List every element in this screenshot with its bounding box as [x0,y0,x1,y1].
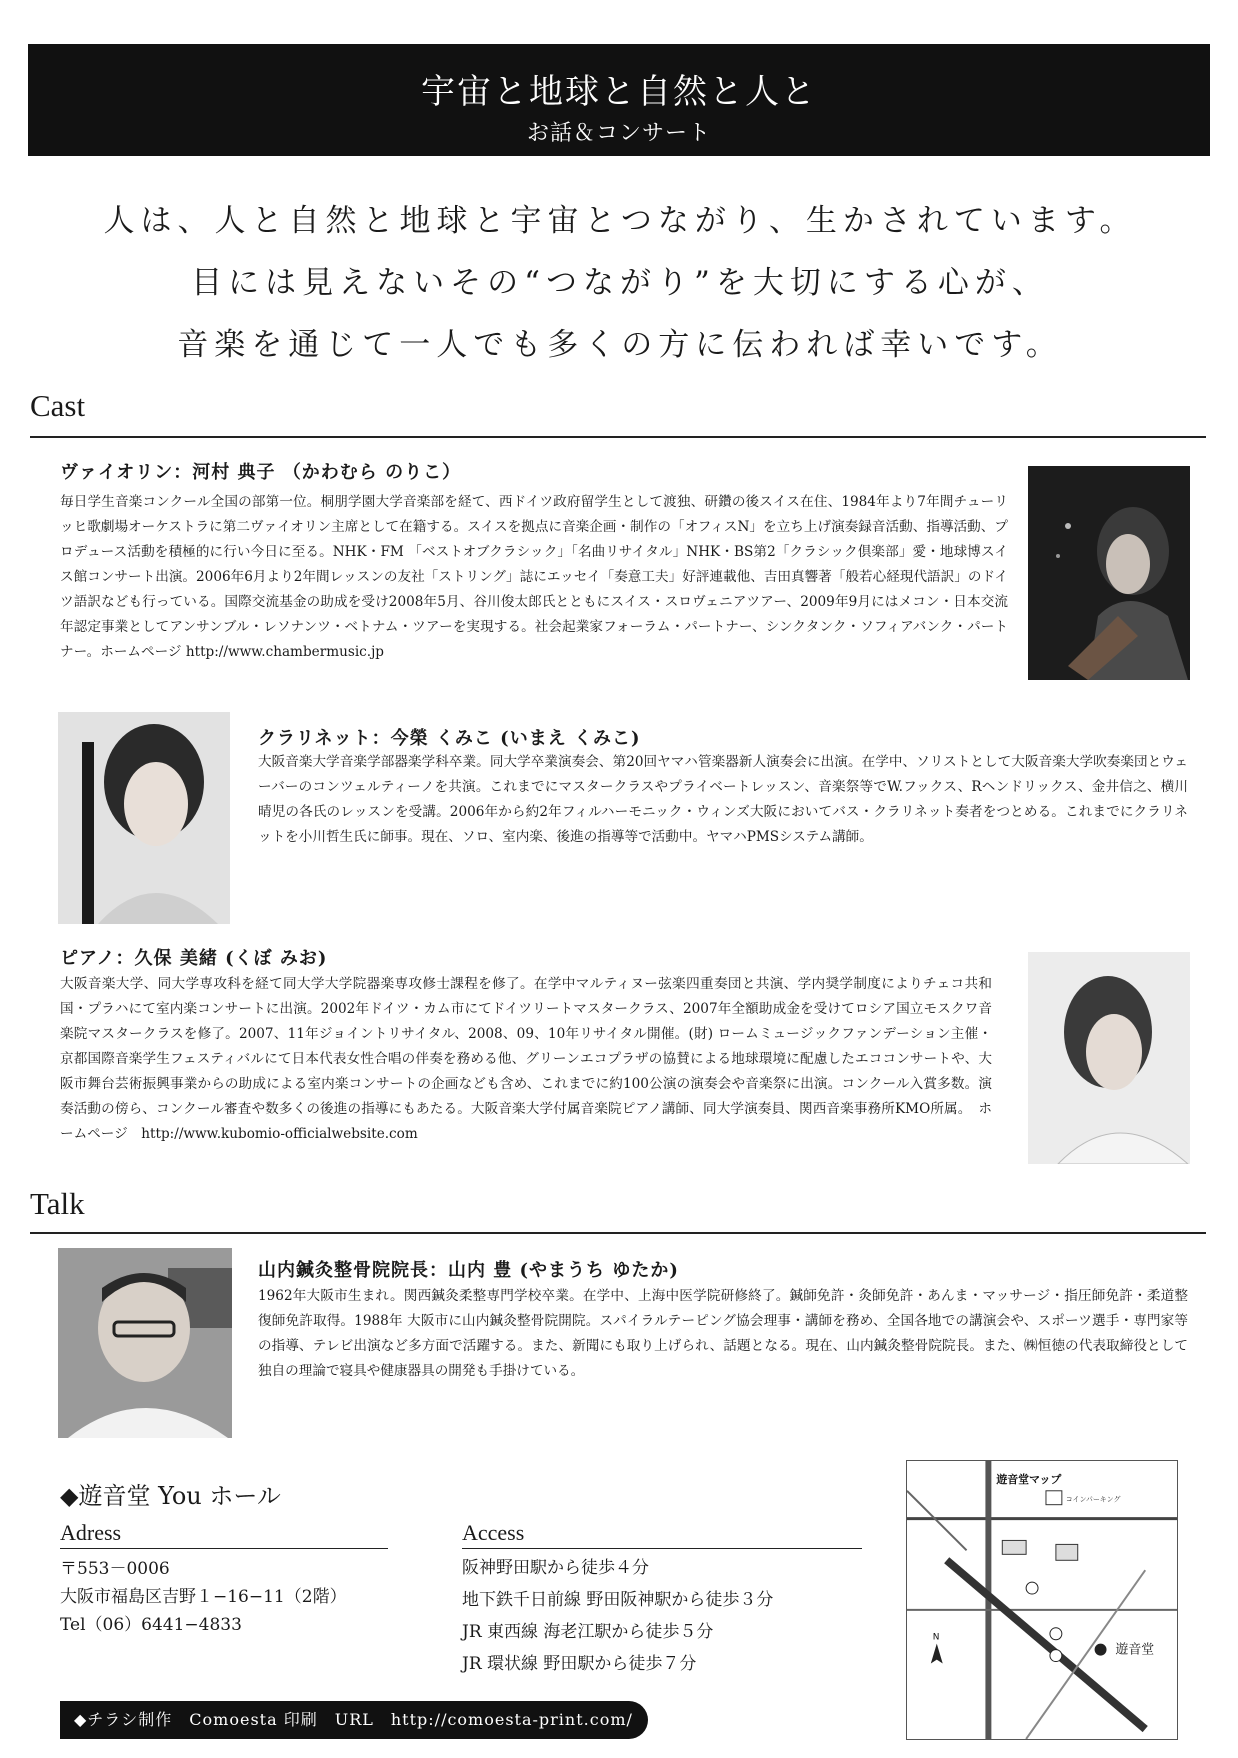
header-band [28,44,1210,156]
venue-marker-icon [1095,1644,1107,1656]
map-side-road [907,1491,967,1551]
pianist-photo [1028,952,1190,1164]
north-arrow-icon [931,1644,943,1664]
north-label: N [932,1632,940,1643]
event-subtitle: お話＆コンサート [526,121,711,146]
intro-line-2: 目には見えないその“つながり”を大切にする心が、 [191,265,1049,301]
address-rule [60,1548,388,1549]
venue-title: ◆遊音堂 You ホール [60,1482,281,1510]
address-line-2: 大阪市福島区吉野１−16−11（2階） [60,1587,347,1607]
parking-label: コインパーキング [1065,1495,1121,1504]
access-line-2: 地下鉄千日前線 野田阪神駅から徒歩３分 [462,1590,774,1610]
speaker-bio: 1962年大阪市生まれ。関西鍼灸柔整専門学校卒業。在学中、上海中医学院研修終了。鍼師免許・灸師免許・あんま・マッサージ・指圧師免許・柔道整復師免許取得。1988年 大阪市に山内鍼灸整骨院開院。スパイラルテーピング協会理事・講師を務め、全国各地での講演会や、スポーツ選手・専門家等の指導、テレビ出演など多方面で活躍する。また、新聞にも取り上げられ、話題となる。現在、山内鍼灸整骨院院長。また、㈱恒徳の代表取締役として独自の理論で寝具や健康器具の開発も手掛けている。 [258,1288,1188,1379]
access-line-1: 阪神野田駅から徒歩４分 [462,1558,649,1578]
speaker-photo [58,1248,232,1438]
map-poi-marker-icon [1050,1650,1062,1662]
map-title: 遊音堂マップ [996,1472,1062,1486]
access-line-4: JR 環状線 野田駅から徒歩７分 [462,1654,697,1674]
violinist-photo [1028,466,1190,680]
access-line-3: JR 東西線 海老江駅から徒歩５分 [462,1622,714,1642]
address-line-3: Tel（06）6441−4833 [60,1615,242,1635]
access-heading: Access [462,1520,525,1545]
clarinetist-photo [58,712,230,924]
address-line-1: 〒553－0006 [60,1559,170,1579]
talk-heading: Talk [30,1186,85,1221]
talk-rule [30,1232,1206,1234]
map-building [1056,1544,1078,1560]
intro-message [60,190,1180,376]
venue-map [906,1460,1178,1740]
map-venue-label: 遊音堂 [1115,1642,1155,1658]
cast-rule [30,436,1206,438]
intro-line-3: 音楽を通じて一人でも多くの方に伝われば幸いです。 [177,327,1063,363]
map-poi-marker-icon [1026,1582,1038,1594]
pianist-bio: 大阪音楽大学、同大学専攻科を経て同大学大学院器楽専攻修士課程を修了。在学中マルティヌー弦楽四重奏団と共演、学内奨学制度によりチェコ共和国・プラハにて室内楽コンサートに出演。2002年ドイツ・カム市にてドイツリートマスタークラス、2007年全額助成金を受けてロシア国立モスクワ音楽院マスタークラスを修了。2007、11年ジョイントリサイタル、2008、09、10年リサイタル開催。(財) ロームミュージックファンデーション主催・京都国際音楽学生フェスティバルにて日本代表女性合唱の伴奏を務める他、グリーンエコプラザの協賛による地球環境に配慮したエココンサートや、大阪市舞台芸術振興事業からの助成による室内楽コンサートの企画なども含め、これまでに約100公演の演奏会や音楽祭に出演。コンクール入賞多数。演奏活動の傍ら、コンクール審査や数多くの後進の指導にもあたる。大阪音楽大学付属音楽院ピアノ講師、同大学演奏員、関西音楽事務所KMO所属。 ホームページ http://www.kubomio-officialwebsite.com [60,976,992,1142]
access-rule [462,1548,862,1549]
clarinetist-name: クラリネット：今榮 くみこ (いまえ くみこ) [258,728,641,749]
speaker-name: 山内鍼灸整骨院院長：山内 豊 (やまうち ゆたか) [258,1260,679,1281]
intro-line-1: 人は、人と自然と地球と宇宙とつながり、生かされています。 [103,203,1137,239]
map-poi-marker-icon [1050,1628,1062,1640]
parking-marker-icon [1046,1491,1062,1505]
event-title: 宇宙と地球と自然と人と [421,72,817,112]
clarinetist-bio: 大阪音楽大学音楽学部器楽学科卒業。同大学卒業演奏会、第20回ヤマハ管楽器新人演奏会に出演。在学中、ソリストとして大阪音楽大学吹奏楽団とウェーバーのコンツェルティーノを共演。これまでにマスタークラスやプライベートレッスン、音楽祭等でW.フックス、Rヘンドリックス、金井信之、横川晴児の各氏のレッスンを受講。2006年から約2年フィルハーモニック・ウィンズ大阪においてバス・クラリネット奏者をつとめる。これまでにクラリネットを小川哲生氏に師事。現在、ソロ、室内楽、後進の指導等で活動中。ヤマハPMSシステム講師。 [258,754,1188,845]
cast-heading: Cast [30,388,86,423]
map-station [1002,1540,1026,1554]
address-heading: Adress [60,1520,122,1545]
map-drawing [907,1461,1177,1739]
violinist-name: ヴァイオリン：河村 典子 （かわむら のりこ） [60,462,462,483]
pianist-name: ピアノ：久保 美緒 (くぼ みお) [60,948,328,969]
footer-band: ◆チラシ制作 Comoesta 印刷 URL http://comoesta-print.com/ [60,1701,648,1739]
violinist-bio: 毎日学生音楽コンクール全国の部第一位。桐朋学園大学音楽部を経て、西ドイツ政府留学生として渡独、研鑽の後スイス在住、1984年より7年間チューリッヒ歌劇場オーケストラに第二ヴァイオリン主席として在籍する。スイスを拠点に音楽企画・制作の「オフィスN」を立ち上げ演奏録音活動、指導活動、プロデュース活動を積極的に行い今日に至る。NHK・FM 「ベストオブクラシック」「名曲リサイタル」NHK・BS第2「クラシック倶楽部」愛・地球博スイス館コンサート出演。2006年6月より2年間レッスンの友社「ストリング」誌にエッセイ「奏意工夫」好評連載他、吉田真響著「般若心経現代語訳」のドイツ語訳なども行っている。国際交流基金の助成を受け2008年5月、谷川俊太郎氏とともにスイス・スロヴェニアツアー、2009年9月にはメコン・日本交流年認定事業としてアンサンブル・レソナンツ・ベトナム・ツアーを実現する。社会起業家フォーラム・パートナー、シンクタンク・ソフィアバンク・パートナー。ホームページ http://www.chambermusic.jp [60,494,1008,660]
